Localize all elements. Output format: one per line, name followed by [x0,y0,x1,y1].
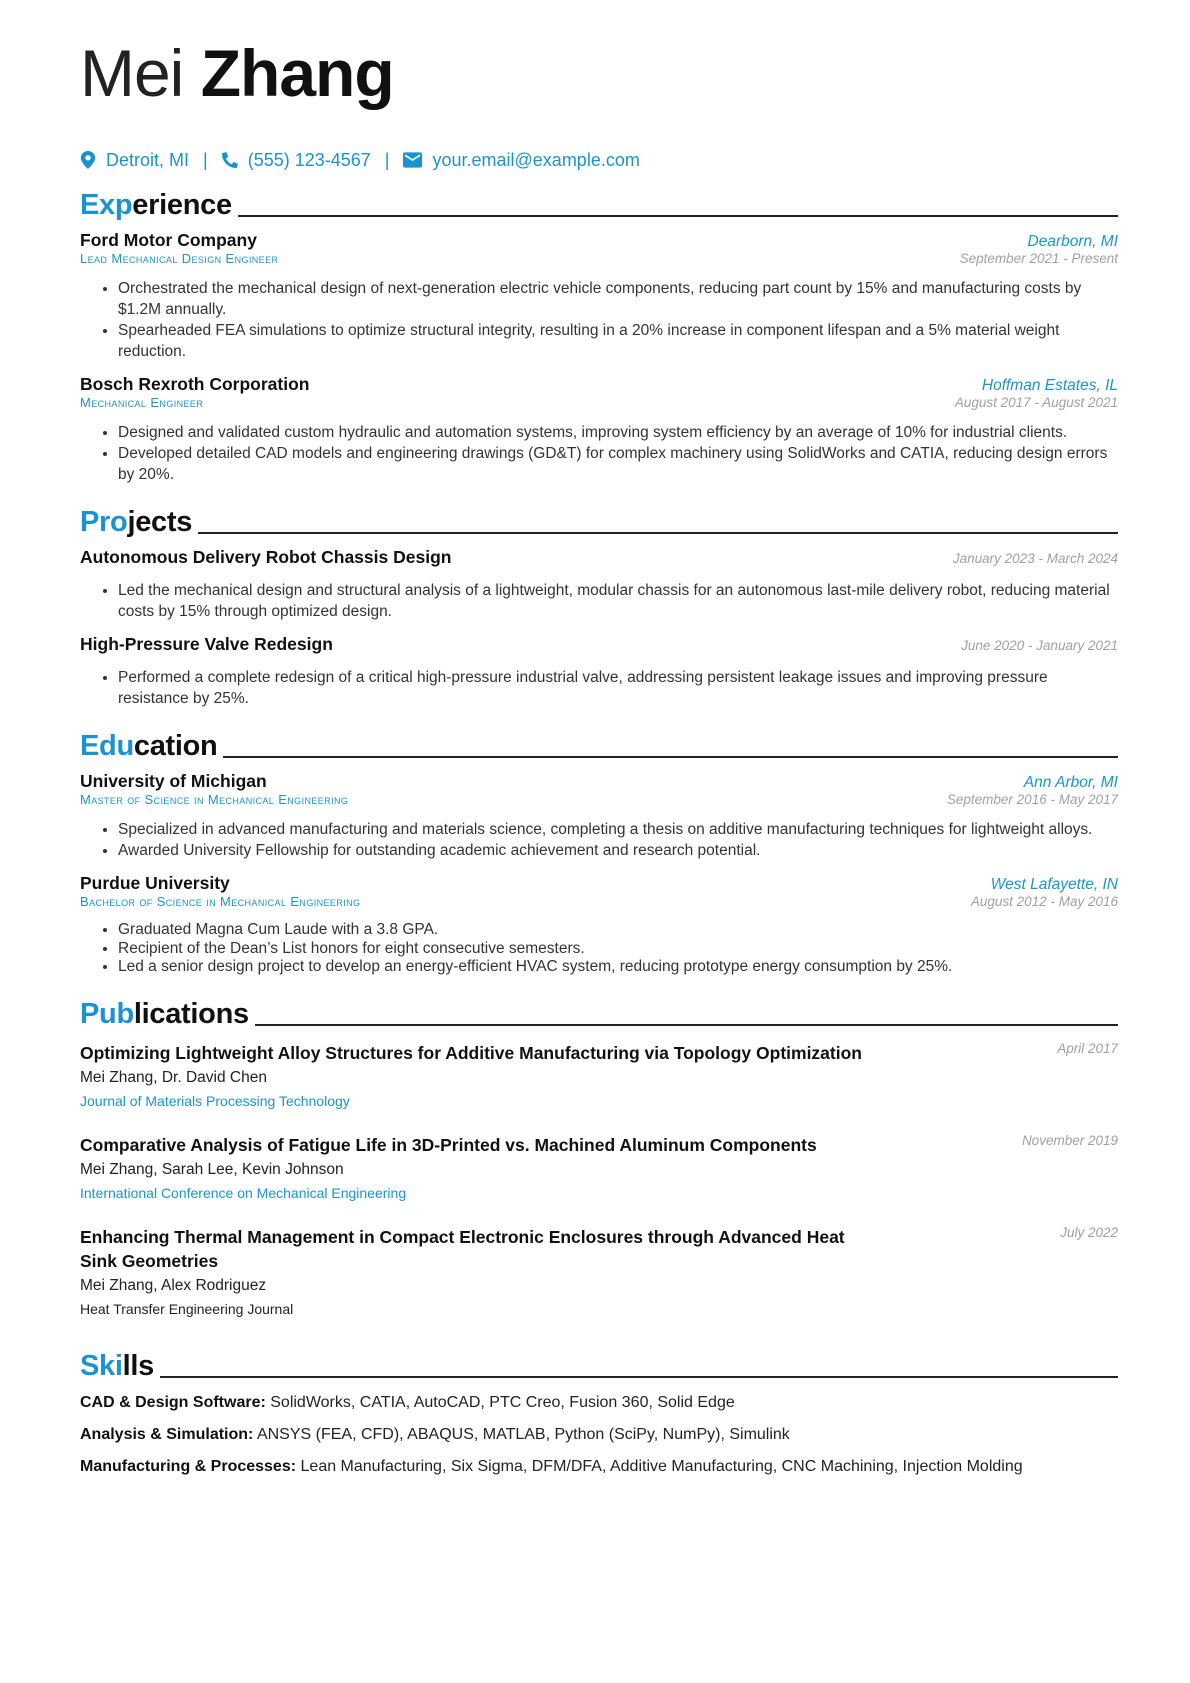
publication-title: Comparative Analysis of Fatigue Life in 3D-Printed vs. Machined Aluminum Components [80,1134,817,1155]
bullet-item: • Led the mechanical design and structural analysis of a lightweight, modular chassis for an autonomous last-mile delivery robot, reducing material costs by 15% through optimized design. [118,580,1118,622]
education-dates: September 2016 - May 2017 [946,792,1118,807]
bullet-list [80,580,1118,622]
section-rule [238,215,1118,217]
job-dates: September 2021 - Present [959,251,1118,266]
phone-icon [222,151,238,169]
bullet-item: • Developed detailed CAD models and engineering drawings (GD&T) for complex machinery using SolidWorks and CATIA, reducing design errors by 20%. [118,443,1118,485]
bullet-item: • Performed a complete redesign of a critical high-pressure industrial valve, addressing persistent leakage issues and improving pressure resistance by 25%. [118,667,1118,709]
section-rule [255,1024,1118,1026]
school-name: Purdue University [80,873,230,893]
location-text: Detroit, MI [106,149,190,170]
publication-date: July 2022 [1060,1224,1118,1240]
section-heading-education: Education [80,721,1118,761]
skill-category: Manufacturing & Processes: [80,1457,297,1475]
bullet-list [80,667,1118,709]
contact-location [80,150,189,171]
publication-venue: International Conference on Mechanical Engineering [80,1184,407,1201]
publication-entry [80,1133,1118,1203]
publication-date: November 2019 [1021,1132,1118,1148]
bullet-item: • Orchestrated the mechanical design of next-generation electric vehicle components, reducing part count by 15% and manufacturing costs by $1.2M annually. [118,278,1118,320]
experience-entry [80,374,1118,485]
publication-authors: Mei Zhang, Sarah Lee, Kevin Johnson [80,1160,344,1178]
company-name: Ford Motor Company [80,230,257,250]
skill-row [80,1392,1118,1413]
publication-authors: Mei Zhang, Alex Rodriguez [80,1276,267,1294]
first-name: Mei [80,36,184,110]
envelope-icon [403,151,422,169]
bullet-item: • Led a senior design project to develop an energy-efficient HVAC system, reducing prototype energy consumption by 25%. [118,958,1118,977]
contact-email[interactable] [403,150,639,171]
company-name: Bosch Rexroth Corporation [80,374,310,394]
education-dates: August 2012 - May 2016 [970,894,1118,909]
job-title: Mechanical Engineer [80,395,204,410]
separator: | [203,149,208,170]
publication-authors: Mei Zhang, Dr. David Chen [80,1068,267,1086]
school-location: Ann Arbor, MI [1023,774,1118,791]
bullet-list [80,278,1118,362]
bullet-item: • Recipient of the Dean’s List honors for eight consecutive semesters. [118,940,1118,959]
skill-values: Lean Manufacturing, Six Sigma, DFM/DFA, Additive Manufacturing, CNC Machining, Injection Molding [300,1457,1023,1475]
bullet-list [80,422,1118,485]
degree: Bachelor of Science in Mechanical Engineering [80,894,361,909]
project-entry [80,634,1118,709]
job-title: Lead Mechanical Design Engineer [80,251,279,266]
experience-entry [80,230,1118,362]
skill-row [80,1456,1118,1477]
education-entry [80,771,1118,861]
publication-title: Enhancing Thermal Management in Compact Electronic Enclosures through Advanced Heat Sink Geometries [80,1226,845,1271]
phone-text[interactable]: (555) 123-4567 [247,149,371,170]
bullet-item: • Spearheaded FEA simulations to optimize structural integrity, resulting in a 20% increase in component lifespan and a 5% material weight reduction. [118,320,1118,362]
bullet-item: • Designed and validated custom hydraulic and automation systems, improving system efficiency by an average of 10% for industrial clients. [118,422,1118,443]
email-link[interactable]: your.email@example.com [432,149,640,170]
degree: Master of Science in Mechanical Engineering [80,792,349,807]
school-location: West Lafayette, IN [990,876,1118,893]
project-dates: January 2023 - March 2024 [952,551,1118,566]
project-dates: June 2020 - January 2021 [961,638,1118,653]
publication-entry [80,1225,1118,1319]
skill-values: SolidWorks, CATIA, AutoCAD, PTC Creo, Fusion 360, Solid Edge [270,1393,735,1411]
bullet-item: • Awarded University Fellowship for outstanding academic achievement and research potential. [118,840,1118,861]
section-heading-projects: Projects [80,497,1118,537]
section-rule [223,756,1118,758]
skill-row [80,1424,1118,1445]
publication-venue: Heat Transfer Engineering Journal [80,1300,294,1317]
last-name: Zhang [200,36,394,110]
section-rule [198,532,1118,534]
bullet-list [80,921,1118,977]
school-name: University of Michigan [80,771,267,791]
bullet-list [80,819,1118,861]
job-dates: August 2017 - August 2021 [954,395,1118,410]
contact-line [80,146,1118,174]
job-location: Hoffman Estates, IL [981,377,1118,394]
map-pin-icon [80,151,96,169]
publication-date: April 2017 [1057,1040,1118,1056]
section-heading-skills: Skills [80,1341,1118,1381]
section-rule [160,1376,1118,1378]
project-entry [80,547,1118,622]
skill-category: CAD & Design Software: [80,1393,266,1411]
publication-venue: Journal of Materials Processing Technology [80,1092,350,1109]
candidate-name [80,36,1118,122]
separator: | [384,149,390,170]
bullet-item: • Specialized in advanced manufacturing and materials science, completing a thesis on additive manufacturing techniques for lightweight alloys. [118,819,1118,840]
publication-title: Optimizing Lightweight Alloy Structures for Additive Manufacturing via Topology Optimization [80,1042,862,1063]
project-name: Autonomous Delivery Robot Chassis Design [80,547,452,567]
skill-values: ANSYS (FEA, CFD), ABAQUS, MATLAB, Python (SciPy, NumPy), Simulink [256,1425,790,1443]
education-entry [80,873,1118,977]
section-heading-experience: Experience [80,180,1118,220]
section-heading-publications: Publications [80,989,1118,1029]
project-name: High-Pressure Valve Redesign [80,634,333,654]
resume-page [80,36,1118,1477]
publication-entry [80,1041,1118,1111]
bullet-item: • Graduated Magna Cum Laude with a 3.8 GPA. [118,921,1118,940]
skill-category: Analysis & Simulation: [80,1425,254,1443]
contact-phone[interactable] [222,150,371,171]
job-location: Dearborn, MI [1027,233,1118,250]
